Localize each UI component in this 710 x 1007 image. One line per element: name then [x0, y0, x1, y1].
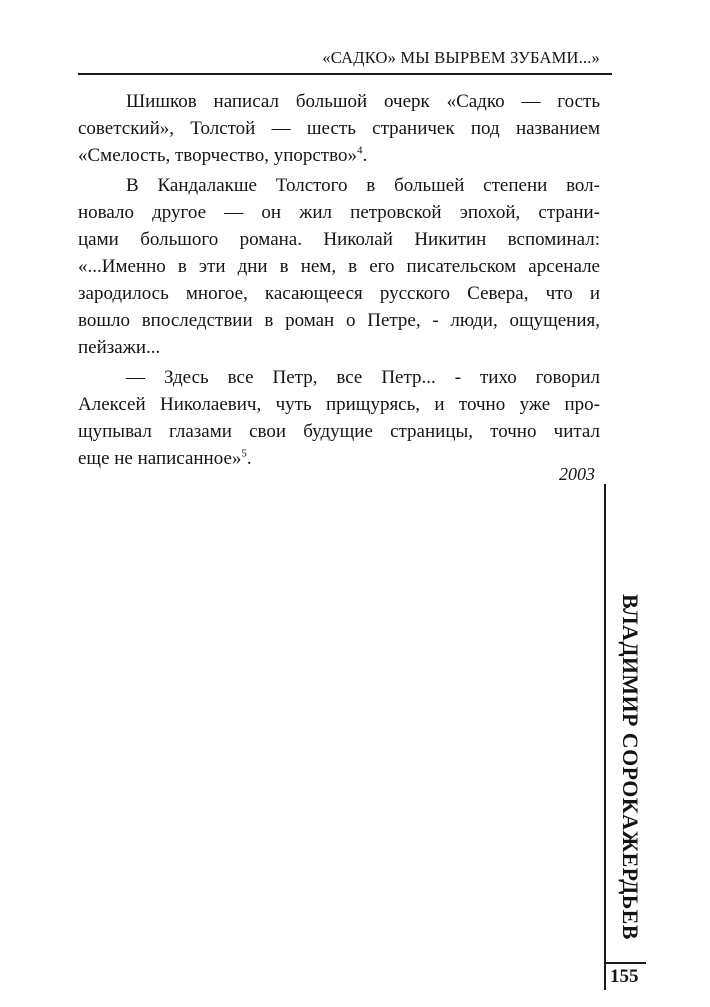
- side-rule: [604, 484, 606, 990]
- paragraph-3-line-4-text: еще не написанное»: [78, 448, 242, 469]
- paragraph-1-line-1: Шишков написал большой очерк «Садко — гость: [126, 91, 600, 112]
- paragraph-2-line-7: пейзажи...: [78, 337, 161, 358]
- footnote-ref-4: 4: [356, 144, 363, 157]
- paragraph-2-line-4: «...Именно в эти дни в нем, в его писательском арсенале: [78, 256, 600, 277]
- footnote-ref-5: 5: [241, 447, 247, 460]
- page-number-rule: [606, 962, 646, 964]
- paragraph-3-line-4-end: .: [246, 448, 252, 469]
- paragraph-2-line-1: В Кандалакше Толстого в большей степени вол-: [126, 175, 600, 196]
- paragraph-1-line-2: советский», Толстой — шесть страничек под названием: [78, 118, 600, 139]
- paragraph-1-line-3-end: .: [362, 145, 368, 166]
- page-number: 155: [610, 966, 639, 987]
- paragraph-3-line-2: Алексей Николаевич, чуть прищурясь, и точно уже про-: [78, 394, 600, 415]
- author-name-vertical: ВЛАДИМИР СОРОКАЖЕРДЬЕВ: [618, 594, 643, 940]
- paragraph-3-line-3: щупывал глазами свои будущие страницы, точно читал: [78, 421, 600, 442]
- paragraph-2-line-5: зародилось многое, касающееся русского Севера, что и: [78, 283, 600, 304]
- paragraph-3-line-1: — Здесь все Петр, все Петр... - тихо говорил: [126, 367, 600, 388]
- date-label: 2003: [559, 464, 595, 484]
- header-rule: [78, 73, 612, 75]
- paragraph-1-line-3: [78, 142, 600, 169]
- paragraph-1-line-3-text: «Смелость, творчество, упорство»: [78, 145, 357, 166]
- paragraph-2-line-2: новало другое — он жил петровской эпохой, страни-: [78, 202, 600, 223]
- paragraph-2-line-3: цами большого романа. Николай Никитин вспоминал:: [78, 229, 600, 250]
- paragraph-2-line-6: вошло впоследствии в роман о Петре, - люди, ощущения,: [78, 310, 600, 331]
- running-head-title: «САДКО» МЫ ВЫРВЕМ ЗУБАМИ...»: [322, 48, 600, 67]
- body-text: [78, 88, 600, 472]
